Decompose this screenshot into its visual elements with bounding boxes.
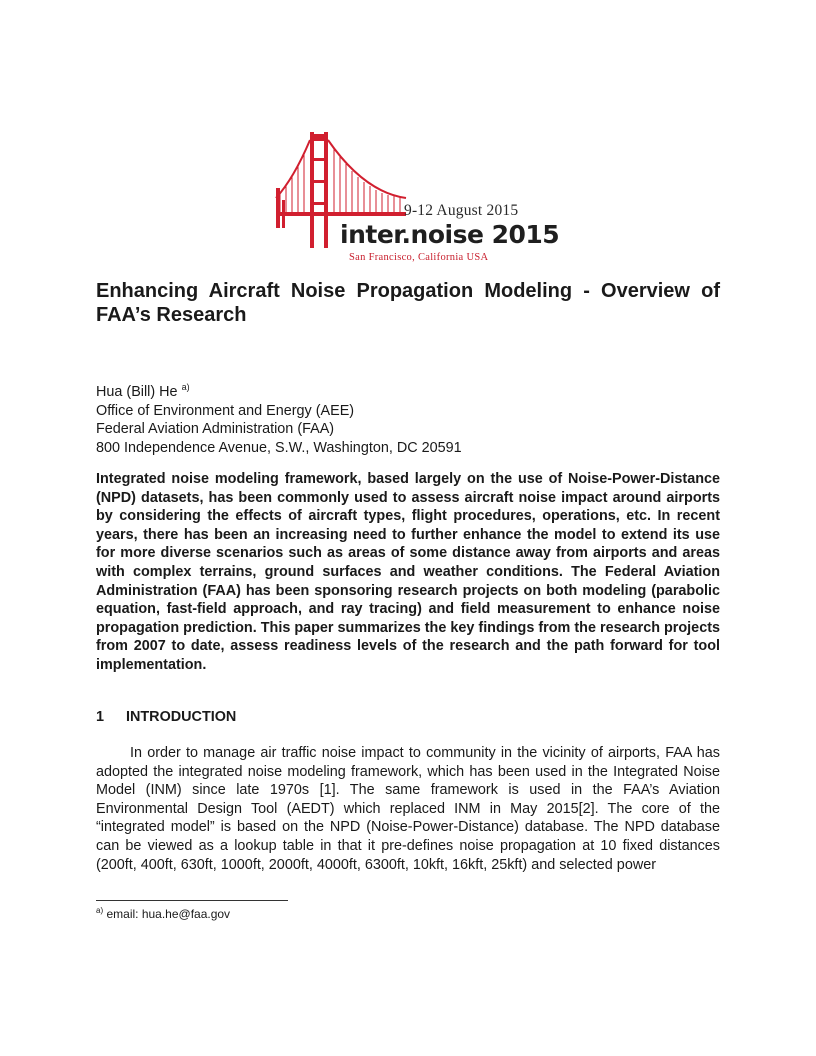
author-name: Hua (Bill) He [96, 384, 178, 400]
conference-logo [272, 128, 560, 264]
body-paragraph: In order to manage air traffic noise impact to community in the vicinity of airports, FAA has adopted the integrated noise modeling framework, which has been used in the Integrated Noise Model (INM) since late 1970s [1]. The same framework is used in the FAA’s Aviation Environmental Design Tool (AEDT) which replaced INM in May 2015[2]. The core of the “integrated model” is based on the NPD (Noise-Power-Distance) database. The NPD database can be viewed as a lookup table in that it pre-defines noise propagation at 10 fixed distances (200ft, 400ft, 630ft, 1000ft, 2000ft, 4000ft, 6300ft, 10kft, 16kft, 25kft) and selected power [96, 745, 720, 873]
footnote-marker: a) [96, 906, 104, 915]
footnote-email: email: hua.he@faa.gov [106, 907, 231, 921]
author-affiliation-office: Office of Environment and Energy (AEE) [96, 402, 355, 419]
paper-title-line-2: FAA’s Research [96, 304, 247, 326]
author-affiliation-agency: Federal Aviation Administration (FAA) [96, 421, 335, 438]
conference-location: San Francisco, California USA [349, 252, 489, 263]
abstract: Integrated noise modeling framework, based largely on the use of Noise-Power-Distance (NPD) datasets, has been commonly used to assess aircraft noise impact around airports by considering the effects of aircraft types, flight procedures, operations, etc. In recent years, there has been an increasing need to further enhance the model to extend its use for more diverse scenarios such as areas of some distance away from airports and areas with complex terrains, ground surfaces and weather conditions. The Federal Aviation Administration (FAA) has been sponsoring research projects on both modeling (parabolic equation, fast-field approach, and ray tracing) and field measurement to enhance noise propagation prediction. This paper summarizes the key findings from the research projects from 2007 to date, assess readiness levels of the research and the path forward for tool implementation. [96, 471, 720, 673]
author-address: 800 Independence Avenue, S.W., Washington, DC 20591 [96, 439, 462, 456]
paper-title [96, 279, 720, 327]
section-title: INTRODUCTION [126, 709, 237, 725]
conference-name: inter.noise 2015 [340, 220, 560, 249]
conference-date: 9-12 August 2015 [404, 202, 519, 219]
footnote-rule [96, 900, 288, 901]
section-number: 1 [96, 709, 105, 725]
section-heading [96, 709, 236, 725]
paper-title-line-1: Enhancing Aircraft Noise Propagation Modeling - Overview of [96, 280, 720, 302]
footnote [96, 906, 230, 921]
author-block [96, 378, 462, 457]
author-footnote-marker: a) [181, 382, 190, 392]
